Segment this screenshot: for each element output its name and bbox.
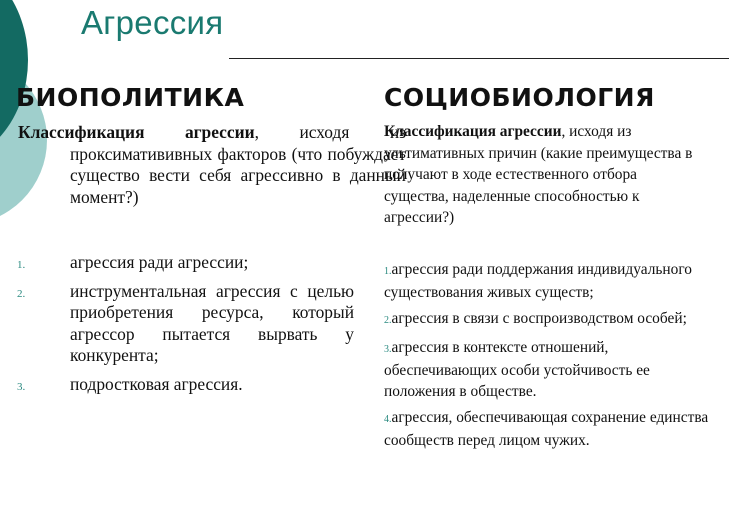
title-divider bbox=[229, 58, 729, 59]
list-item-text: агрессия в связи с воспроизводством особей; bbox=[391, 310, 687, 328]
list-item bbox=[384, 308, 714, 331]
biopolitics-intro-text: , исходя из проксиматививных факторов (что побуждает существо вести себя агрессивно в данный момент?) bbox=[70, 122, 407, 207]
biopolitics-intro-bold: Классификация агрессии bbox=[18, 122, 255, 142]
list-item bbox=[384, 337, 714, 403]
list-number: 1. bbox=[384, 266, 392, 277]
list-item-text: агрессия ради поддержания индивидуального существования живых существ; bbox=[384, 261, 692, 302]
list-number: 4. bbox=[384, 414, 392, 426]
list-item-text: подростковая агрессия. bbox=[70, 373, 243, 394]
list-item bbox=[0, 281, 354, 367]
sociobiology-heading: СОЦИОБИОЛОГИЯ bbox=[384, 83, 655, 112]
list-number: 3. bbox=[17, 380, 26, 393]
list-item bbox=[384, 407, 714, 451]
list-number: 2. bbox=[384, 315, 392, 327]
sociobiology-intro bbox=[384, 121, 704, 229]
list-item bbox=[384, 259, 714, 303]
list-item bbox=[0, 374, 354, 396]
list-number: 3. bbox=[384, 343, 392, 355]
list-item bbox=[0, 252, 354, 274]
biopolitics-list bbox=[0, 252, 360, 402]
list-item-text: агрессия в контексте отношений, обеспечивающих особи устойчивость ее положения в обществе. bbox=[384, 338, 650, 401]
biopolitics-intro bbox=[18, 122, 406, 208]
list-item-text: агрессия ради агрессии; bbox=[70, 252, 249, 272]
list-item-text: инструментальная агрессия с целью приобретения ресурса, который агрессор пытается вырвать у конкурента; bbox=[70, 280, 354, 365]
sociobiology-intro-bold: Классификация агрессии bbox=[384, 123, 562, 140]
list-number: 2. bbox=[17, 287, 26, 300]
slide-title: Агрессия bbox=[81, 4, 224, 41]
list-number: 1. bbox=[17, 259, 26, 271]
sociobiology-intro-text: , исходя из ультимативных причин (какие преимущества в получают в ходе естественного отбора существа, наделенные способностью к агрессии?) bbox=[384, 123, 693, 226]
biopolitics-heading: БИОПОЛИТИКА bbox=[16, 83, 245, 112]
sociobiology-list bbox=[384, 259, 714, 457]
list-item-text: агрессия, обеспечивающая сохранение единства сообществ перед лицом чужих. bbox=[384, 409, 709, 450]
